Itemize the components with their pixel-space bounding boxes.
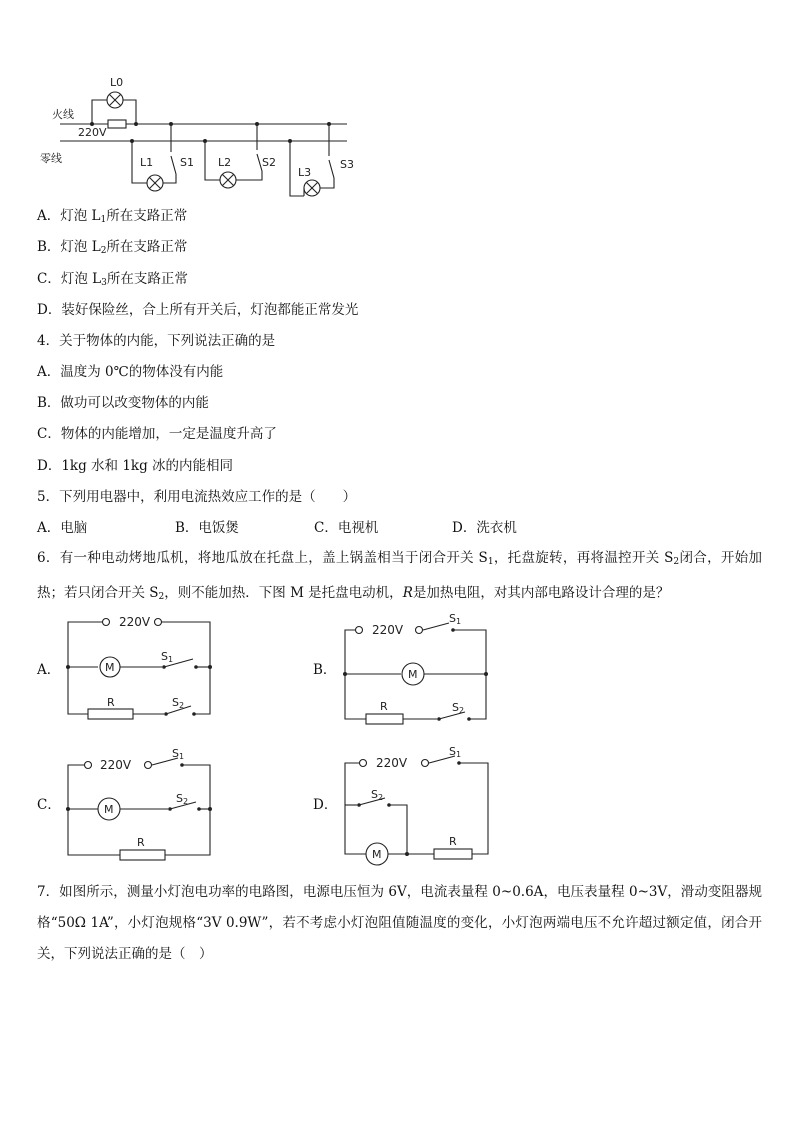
- q6-option-b-label: B．: [313, 662, 337, 678]
- c-voltage-label: 220V: [100, 758, 132, 772]
- q6-option-a-label: A．: [37, 662, 61, 678]
- svg-text:S2: S2: [371, 788, 384, 802]
- lamp-l3-label: L3: [298, 166, 312, 179]
- q5-option-b: B．电饭煲: [175, 520, 239, 536]
- q6-circuit-a: [58, 612, 218, 722]
- c-motor-label: M: [104, 803, 114, 816]
- lamp-l0-label: L0: [110, 76, 124, 89]
- d-motor-label: M: [372, 848, 382, 861]
- q6-circuit-c: [58, 745, 218, 860]
- svg-text:S1: S1: [449, 612, 462, 626]
- b-motor-label: M: [408, 668, 418, 681]
- switch-s3: [329, 160, 334, 178]
- q5-option-c: C．电视机: [314, 520, 379, 536]
- q3-option-a: A．灯泡 $L_1$所在支路正常: [37, 208, 188, 225]
- a-voltage-label: 220V: [119, 615, 151, 629]
- lamp-l2-label: L2: [218, 156, 232, 169]
- b-resistor: [366, 714, 403, 724]
- q6-option-d-label: D．: [313, 797, 338, 813]
- svg-text:S1: S1: [449, 745, 462, 759]
- voltage-label: 220V: [78, 126, 107, 139]
- q6-circuit-d: [335, 745, 495, 865]
- q3-option-d: D．装好保险丝，合上所有开关后，灯泡都能正常发光: [37, 302, 359, 318]
- neutral-wire-label: 零线: [40, 152, 62, 165]
- svg-text:S2: S2: [176, 792, 189, 806]
- household-circuit-diagram: [40, 72, 360, 202]
- svg-text:S2: S2: [452, 701, 465, 715]
- live-wire-label: 火线: [52, 108, 74, 121]
- q4-stem: 4．关于物体的内能，下列说法正确的是: [37, 333, 276, 349]
- svg-text:S2: S2: [172, 696, 185, 710]
- b-voltage-label: 220V: [372, 623, 404, 637]
- q4-option-a: A．温度为 0℃的物体没有内能: [37, 364, 224, 380]
- switch-s3-label: S3: [340, 158, 354, 171]
- q5-option-a: A．电脑: [37, 520, 88, 536]
- q4-option-d: D．1kg 水和 1kg 冰的内能相同: [37, 458, 234, 474]
- q3-option-c: C．灯泡 $L_3$所在支路正常: [37, 271, 188, 288]
- switch-s1-label: S1: [180, 156, 194, 169]
- a-motor-label: M: [105, 661, 115, 674]
- d-voltage-label: 220V: [376, 756, 408, 770]
- q4-option-b: B．做功可以改变物体的内能: [37, 395, 209, 411]
- q4-option-c: C．物体的内能增加，一定是温度升高了: [37, 426, 277, 442]
- b-resistor-label: R: [380, 700, 388, 713]
- d-resistor: [434, 849, 472, 859]
- q5-option-d: D．洗衣机: [452, 520, 517, 536]
- a-resistor-label: R: [107, 696, 115, 709]
- q6-option-c-label: C．: [37, 797, 61, 813]
- q6-circuit-b: [335, 610, 495, 722]
- q3-option-b: B．灯泡 $L_2$所在支路正常: [37, 239, 188, 256]
- q6-stem: 6．有一种电动烤地瓜机，将地瓜放在托盘上，盖上锅盖相当于闭合开关 $S_1$，托盘旋转，再将温控开关 $S_2$闭合，开始加热；若只闭合开关 $S_2$，则不能加热．下图 M 是托盘电动机，R是加热电阻，对其内部电路设计合理的是？: [37, 550, 762, 602]
- c-resistor: [120, 850, 165, 860]
- a-resistor: [88, 709, 133, 719]
- b-switch-s1: [423, 623, 449, 630]
- switch-s1: [171, 156, 176, 174]
- svg-text:S1: S1: [172, 747, 185, 761]
- c-resistor-label: R: [137, 836, 145, 849]
- q5-stem: 5．下列用电器中，利用电流热效应工作的是（ ）: [37, 489, 357, 505]
- lamp-l1-label: L1: [140, 156, 154, 169]
- q7-stem: 7．如图所示，测量小灯泡电功率的电路图，电源电压恒为 6V，电流表量程 0~0.6A，电压表量程 0~3V，滑动变阻器规格“50Ω 1A”，小灯泡规格“3V 0.9W”，若不考虑小灯泡阻值随温度的变化，小灯泡两端电压不允许超过额定值，闭合开关，下列说法正确的是（ ）: [37, 884, 762, 962]
- fuse: [108, 120, 126, 128]
- switch-s2-label: S2: [262, 156, 276, 169]
- d-resistor-label: R: [449, 835, 457, 848]
- svg-text:S1: S1: [161, 650, 174, 664]
